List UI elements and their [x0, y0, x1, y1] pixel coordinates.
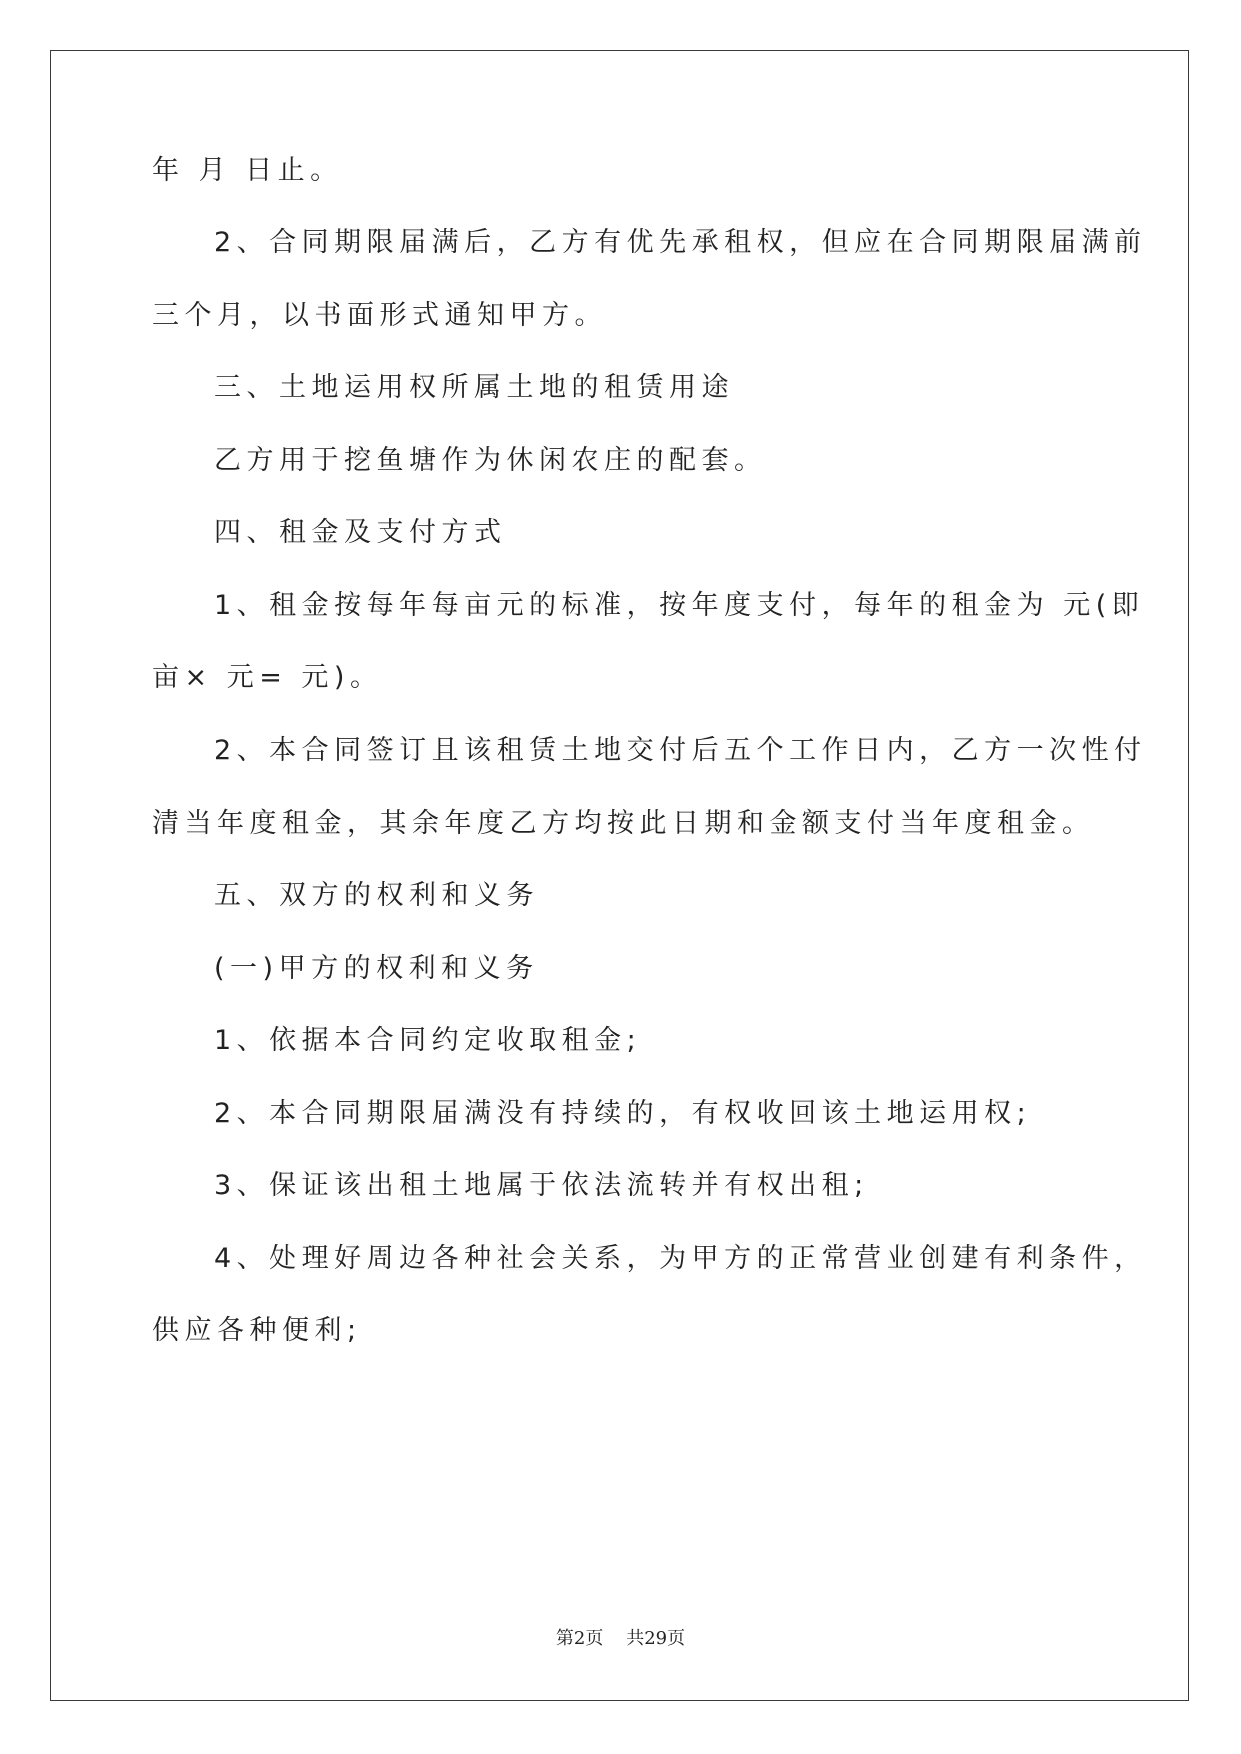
page-border — [50, 50, 1189, 1701]
text-line: 亩× 元= 元)。 — [152, 662, 383, 693]
text-line: 供应各种便利; — [152, 1315, 362, 1346]
page-number-footer: 第2页 共29页 — [555, 1628, 686, 1649]
text-line: 2、本合同期限届满没有持续的，有权收回该土地运用权; — [214, 1098, 1032, 1129]
section-heading: 三、土地运用权所属土地的租赁用途 — [214, 372, 734, 403]
text-line: 2、本合同签订且该租赁土地交付后五个工作日内，乙方一次性付 — [214, 735, 1147, 766]
text-line: 4、处理好周边各种社会关系，为甲方的正常营业创建有利条件， — [214, 1243, 1147, 1274]
text-line: 1、依据本合同约定收取租金; — [214, 1025, 642, 1056]
text-line: 清当年度租金，其余年度乙方均按此日期和金额支付当年度租金。 — [152, 808, 1095, 839]
text-line: 年 月 日止。 — [152, 155, 343, 186]
text-line: 2、合同期限届满后，乙方有优先承租权，但应在合同期限届满前 — [214, 227, 1147, 258]
section-heading: 四、租金及支付方式 — [214, 517, 507, 548]
text-line: 3、保证该出租土地属于依法流转并有权出租; — [214, 1170, 869, 1201]
text-line: 1、租金按每年每亩元的标准，按年度支付，每年的租金为 元(即 — [214, 590, 1145, 621]
text-line: 乙方用于挖鱼塘作为休闲农庄的配套。 — [214, 445, 767, 476]
text-line: 三个月，以书面形式通知甲方。 — [152, 300, 607, 331]
subsection-heading: (一)甲方的权利和义务 — [214, 953, 539, 984]
section-heading: 五、双方的权利和义务 — [214, 880, 539, 911]
